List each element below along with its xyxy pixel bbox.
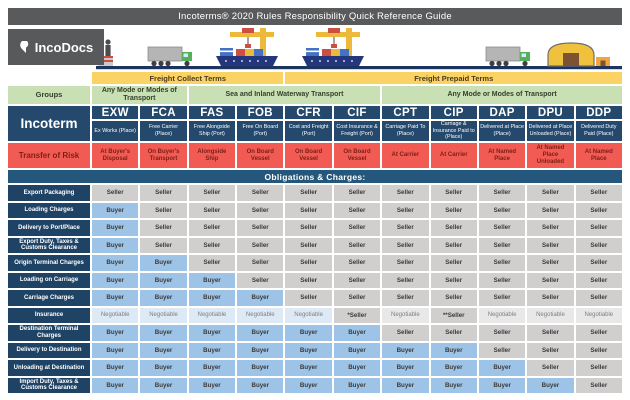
incoterm-code: CPT	[382, 106, 428, 119]
obligation-cell: Negotiable	[285, 308, 331, 324]
obligation-cell: Seller	[527, 220, 573, 236]
obligation-cell: Seller	[431, 255, 477, 271]
obligation-cell: Seller	[527, 360, 573, 376]
obligation-cell: Seller	[576, 343, 622, 359]
obligation-cell: Seller	[285, 220, 331, 236]
obligation-cell: Buyer	[237, 343, 283, 359]
obligation-cell: Seller	[479, 343, 525, 359]
obligation-cell: Seller	[140, 238, 186, 254]
obligation-cell: Seller	[382, 290, 428, 306]
obligation-cell: Buyer	[140, 255, 186, 271]
risk-cell: At Named Place	[576, 143, 622, 168]
obligation-row	[8, 343, 622, 359]
risk-cell: At Carrier	[382, 143, 428, 168]
obligation-cell: Buyer	[431, 360, 477, 376]
obligation-cell: Buyer	[237, 378, 283, 394]
ground-line	[96, 66, 622, 69]
obligation-cell: Seller	[382, 255, 428, 271]
freight-bar: Freight Prepaid Terms	[285, 72, 622, 84]
incoterm-name: Free On Board (Port)	[237, 121, 283, 142]
incoterm-name: Cost and Freight (Port)	[285, 121, 331, 142]
obligation-cell: Negotiable	[189, 308, 235, 324]
row-label: Import Duty, Taxes & Customs Clearance	[8, 378, 90, 394]
obligation-cell: Seller	[576, 255, 622, 271]
obligation-cell: Buyer	[92, 360, 138, 376]
incoterm-column	[285, 106, 331, 141]
obligation-cell: Negotiable	[140, 308, 186, 324]
freight-bar: Freight Collect Terms	[92, 72, 283, 84]
incoterm-column	[527, 106, 573, 141]
obligation-cell: Seller	[237, 203, 283, 219]
risk-label: Transfer of Risk	[8, 143, 90, 168]
obligation-cell: Seller	[285, 238, 331, 254]
obligation-cell: Seller	[527, 238, 573, 254]
groups-label: Groups	[8, 86, 90, 104]
obligation-cell: Seller	[431, 203, 477, 219]
obligation-cell: Seller	[237, 255, 283, 271]
obligation-cell: Seller	[382, 238, 428, 254]
obligation-row	[8, 273, 622, 289]
incoterm-column	[92, 106, 138, 141]
incoterm-column	[382, 106, 428, 141]
transport-group: Sea and Inland Waterway Transport	[189, 86, 380, 104]
obligation-cell: Seller	[237, 238, 283, 254]
obligation-cell: Seller	[189, 238, 235, 254]
obligations-charges-header: Obligations & Charges:	[8, 170, 622, 183]
risk-cell: On Board Vessel	[285, 143, 331, 168]
obligation-cell: Seller	[285, 255, 331, 271]
incoterm-column	[576, 106, 622, 141]
obligation-cell: Buyer	[285, 360, 331, 376]
obligation-cell: Buyer	[431, 378, 477, 394]
obligation-cell: Seller	[189, 220, 235, 236]
obligation-cell: Buyer	[189, 343, 235, 359]
row-label: Export Packaging	[8, 185, 90, 201]
incoterm-label: Incoterm	[8, 106, 90, 141]
obligation-cell: Buyer	[140, 273, 186, 289]
obligation-cell: Seller	[479, 185, 525, 201]
obligation-row	[8, 185, 622, 201]
incoterm-name: Carriage & Insurance Paid to (Place)	[431, 121, 477, 142]
obligation-cell: Negotiable	[237, 308, 283, 324]
obligation-cell: Seller	[140, 220, 186, 236]
obligation-cell: Seller	[431, 325, 477, 341]
obligation-rows	[8, 185, 622, 393]
obligation-cell: Seller	[527, 203, 573, 219]
row-label: Loading on Carriage	[8, 273, 90, 289]
obligation-cell: Buyer	[92, 273, 138, 289]
obligation-cell: Seller	[334, 290, 380, 306]
incoterm-column	[334, 106, 380, 141]
obligation-cell: Buyer	[479, 360, 525, 376]
obligation-cell: Seller	[576, 378, 622, 394]
incoterm-name: Delivered at Place Unloaded (Place)	[527, 121, 573, 142]
obligation-cell: Seller	[285, 273, 331, 289]
obligation-cell: Seller	[382, 325, 428, 341]
obligation-cell: *Seller	[334, 308, 380, 324]
obligation-cell: Buyer	[334, 325, 380, 341]
obligation-cell: Buyer	[189, 378, 235, 394]
row-label: Delivery to Destination	[8, 343, 90, 359]
incoterm-code: EXW	[92, 106, 138, 119]
obligation-row	[8, 360, 622, 376]
freight-terms-row	[8, 72, 622, 84]
obligation-cell: Seller	[382, 220, 428, 236]
incoterm-column	[431, 106, 477, 141]
incoterm-code: FOB	[237, 106, 283, 119]
obligation-cell: Seller	[576, 273, 622, 289]
obligation-cell: Seller	[237, 273, 283, 289]
obligation-cell: Seller	[189, 255, 235, 271]
obligation-cell: Buyer	[479, 378, 525, 394]
obligation-row	[8, 378, 622, 394]
incoterm-name: Free Alongside Ship (Port)	[189, 121, 235, 142]
risk-cell: At Named Place	[479, 143, 525, 168]
obligation-cell: Buyer	[92, 238, 138, 254]
obligation-cell: Seller	[431, 220, 477, 236]
risk-cell: At Buyer's Disposal	[92, 143, 138, 168]
obligation-cell: Buyer	[92, 343, 138, 359]
obligation-cell: Buyer	[92, 220, 138, 236]
obligation-cell: Seller	[527, 273, 573, 289]
obligation-cell: Seller	[431, 273, 477, 289]
obligation-cell: Seller	[237, 185, 283, 201]
obligation-cell: Seller	[92, 185, 138, 201]
incoterm-header-row	[8, 106, 622, 141]
row-label: Origin Terminal Charges	[8, 255, 90, 271]
obligation-cell: Buyer	[237, 360, 283, 376]
obligation-cell: Seller	[431, 185, 477, 201]
obligation-cell: Seller	[479, 273, 525, 289]
transport-group: Any Mode or Modes of Transport	[382, 86, 622, 104]
incoterm-code: DPU	[527, 106, 573, 119]
row-label: Destination Terminal Charges	[8, 325, 90, 341]
row-label: Unloading at Destination	[8, 360, 90, 376]
risk-cell: At Named Place Unloaded	[527, 143, 573, 168]
obligation-cell: Negotiable	[527, 308, 573, 324]
obligation-row	[8, 255, 622, 271]
obligation-cell: Seller	[285, 203, 331, 219]
transport-group: Any Mode or Modes of Transport	[92, 86, 187, 104]
obligation-row	[8, 238, 622, 254]
obligation-cell: Seller	[334, 238, 380, 254]
obligation-cell: Seller	[382, 203, 428, 219]
obligation-cell: Buyer	[189, 290, 235, 306]
risk-cell: On Buyer's Transport	[140, 143, 186, 168]
freight-row-spacer	[8, 72, 90, 84]
incoterm-column	[189, 106, 235, 141]
obligation-cell: Seller	[431, 238, 477, 254]
obligation-cell: Buyer	[189, 360, 235, 376]
obligation-cell: Buyer	[140, 343, 186, 359]
obligation-cell: Buyer	[92, 255, 138, 271]
obligation-row	[8, 290, 622, 306]
obligation-cell: Buyer	[382, 343, 428, 359]
cargo-ship-crane-icon	[216, 28, 278, 66]
row-label: Carriage Charges	[8, 290, 90, 306]
incoterm-column	[140, 106, 186, 141]
obligation-cell: Seller	[479, 203, 525, 219]
incoterm-name: Cost Insurance & Freight (Port)	[334, 121, 380, 142]
obligation-cell: Seller	[576, 203, 622, 219]
obligation-cell: Buyer	[140, 360, 186, 376]
obligation-cell: Seller	[334, 185, 380, 201]
obligation-row	[8, 308, 622, 324]
obligation-cell: Seller	[576, 220, 622, 236]
obligation-cell: Buyer	[527, 378, 573, 394]
logo-text: IncoDocs	[34, 39, 94, 55]
obligation-cell: Buyer	[285, 325, 331, 341]
obligation-cell: **Seller	[431, 308, 477, 324]
truck-icon	[148, 47, 192, 66]
risk-cell: At Carrier	[431, 143, 477, 168]
cargo-ship-crane-icon	[302, 28, 364, 66]
incoterm-code: DDP	[576, 106, 622, 119]
obligation-cell: Buyer	[189, 325, 235, 341]
obligation-cell: Buyer	[140, 290, 186, 306]
obligation-cell: Buyer	[285, 378, 331, 394]
incodocs-logo-icon	[19, 40, 31, 54]
obligation-cell: Seller	[576, 360, 622, 376]
obligation-cell: Seller	[527, 290, 573, 306]
groups-row	[8, 86, 622, 104]
row-label: Delivery to Port/Place	[8, 220, 90, 236]
incoterm-name: Ex Works (Place)	[92, 121, 138, 142]
obligation-cell: Buyer	[92, 378, 138, 394]
obligation-cell: Buyer	[382, 378, 428, 394]
obligation-cell: Seller	[382, 185, 428, 201]
obligation-cell: Seller	[527, 255, 573, 271]
obligation-cell: Negotiable	[479, 308, 525, 324]
incoterm-code: CIP	[431, 106, 477, 119]
truck-icon	[486, 47, 530, 66]
incoterm-code: CIF	[334, 106, 380, 119]
warehouse-icon	[548, 43, 610, 66]
incoterm-column	[479, 106, 525, 141]
obligation-cell: Buyer	[334, 378, 380, 394]
transfer-of-risk-row	[8, 143, 622, 168]
obligation-cell: Buyer	[237, 290, 283, 306]
obligation-cell: Seller	[334, 203, 380, 219]
obligation-cell: Seller	[334, 220, 380, 236]
incoterm-code: CFR	[285, 106, 331, 119]
obligation-cell: Buyer	[92, 325, 138, 341]
obligation-cell: Negotiable	[576, 308, 622, 324]
incoterm-code: FAS	[189, 106, 235, 119]
obligation-cell: Buyer	[334, 343, 380, 359]
obligation-row	[8, 203, 622, 219]
incoterm-column	[237, 106, 283, 141]
obligation-cell: Buyer	[92, 290, 138, 306]
obligation-cell: Seller	[382, 273, 428, 289]
obligation-cell: Seller	[479, 220, 525, 236]
obligation-cell: Seller	[527, 343, 573, 359]
obligation-cell: Seller	[527, 185, 573, 201]
obligation-cell: Buyer	[92, 203, 138, 219]
obligation-cell: Negotiable	[92, 308, 138, 324]
obligation-cell: Seller	[576, 325, 622, 341]
obligation-cell: Seller	[189, 203, 235, 219]
obligation-cell: Buyer	[285, 343, 331, 359]
obligation-cell: Seller	[285, 185, 331, 201]
obligation-cell: Seller	[285, 290, 331, 306]
incoterm-code: DAP	[479, 106, 525, 119]
obligation-cell: Negotiable	[382, 308, 428, 324]
incodocs-logo	[8, 29, 104, 65]
obligation-cell: Buyer	[334, 360, 380, 376]
risk-cell: Alongside Ship	[189, 143, 235, 168]
hero-illustration	[8, 27, 622, 70]
page-title: Incoterms® 2020 Rules Responsibility Quick Reference Guide	[8, 8, 622, 25]
obligation-cell: Buyer	[431, 343, 477, 359]
obligation-cell: Seller	[576, 238, 622, 254]
obligation-cell: Seller	[334, 255, 380, 271]
obligation-cell: Seller	[479, 290, 525, 306]
obligation-cell: Seller	[576, 290, 622, 306]
obligation-cell: Buyer	[189, 273, 235, 289]
obligation-cell: Seller	[140, 203, 186, 219]
row-label: Export Duty, Taxes & Customs Clearance	[8, 238, 90, 254]
obligation-cell: Buyer	[237, 325, 283, 341]
obligation-cell: Buyer	[140, 378, 186, 394]
obligation-cell: Buyer	[140, 325, 186, 341]
incoterm-name: Delivered Duty Paid (Place)	[576, 121, 622, 142]
obligation-row	[8, 220, 622, 236]
obligation-cell: Seller	[527, 325, 573, 341]
obligation-cell: Seller	[576, 185, 622, 201]
obligation-cell: Seller	[189, 185, 235, 201]
obligation-row	[8, 325, 622, 341]
row-label: Insurance	[8, 308, 90, 324]
risk-cell: On Board Vessel	[334, 143, 380, 168]
incoterm-name: Free Carrier (Place)	[140, 121, 186, 142]
obligation-cell: Seller	[431, 290, 477, 306]
obligation-cell: Seller	[334, 273, 380, 289]
obligation-cell: Seller	[479, 255, 525, 271]
obligation-cell: Seller	[479, 238, 525, 254]
obligation-cell: Seller	[237, 220, 283, 236]
row-label: Loading Charges	[8, 203, 90, 219]
incoterm-name: Carriage Paid To (Place)	[382, 121, 428, 142]
obligation-cell: Seller	[140, 185, 186, 201]
obligation-cell: Buyer	[382, 360, 428, 376]
risk-cell: On Board Vessel	[237, 143, 283, 168]
incoterm-name: Delivered at Place (Place)	[479, 121, 525, 142]
obligation-cell: Seller	[479, 325, 525, 341]
incoterm-code: FCA	[140, 106, 186, 119]
